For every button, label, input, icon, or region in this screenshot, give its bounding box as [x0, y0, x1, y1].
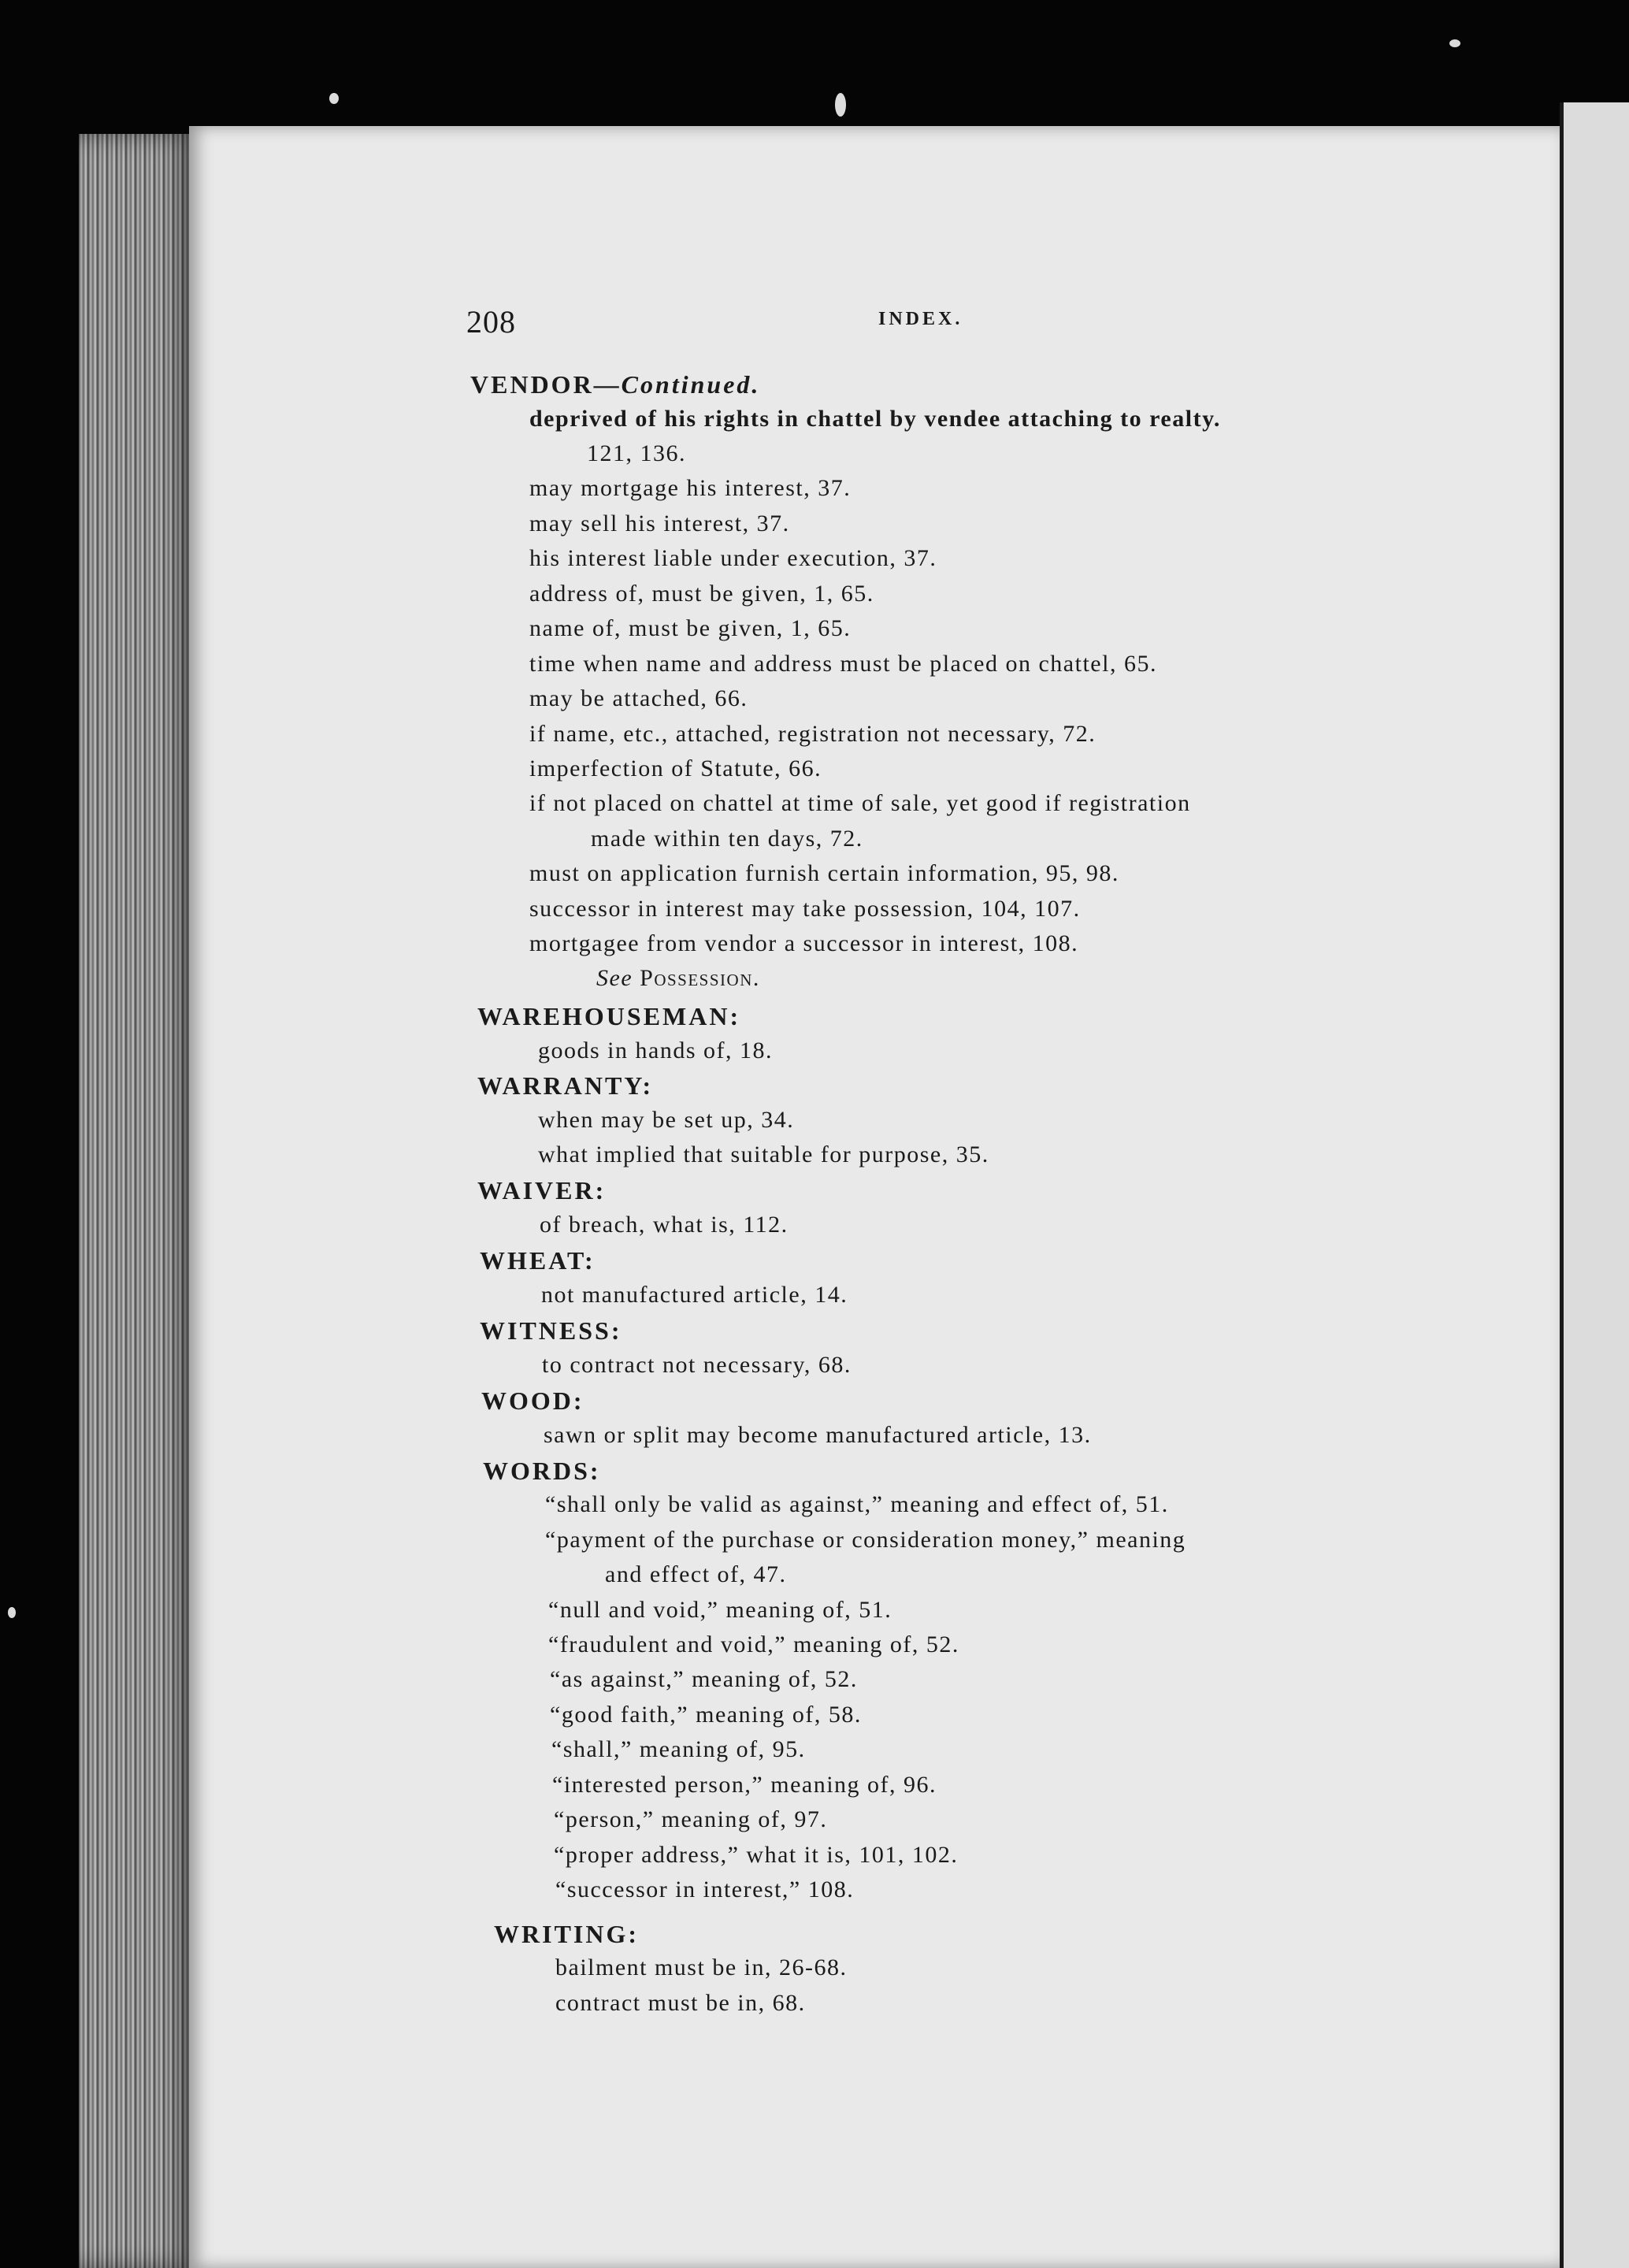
index-line: mortgagee from vendor a successor in interest, 108. [529, 930, 1079, 956]
index-line: deprived of his rights in chattel by vendee attaching to realty. [529, 406, 1221, 432]
page-sheet [189, 126, 1560, 2268]
index-line: “null and void,” meaning of, 51. [548, 1597, 892, 1623]
cross-reference [596, 965, 760, 992]
index-line: bailment must be in, 26-68. [555, 1954, 848, 1980]
index-line: and effect of, 47. [605, 1561, 787, 1587]
index-line: his interest liable under execution, 37. [529, 545, 937, 571]
index-line: “payment of the purchase or consideration money,” meaning [545, 1527, 1186, 1553]
scan-speck [835, 93, 846, 117]
index-line: time when name and address must be placed on chattel, 65. [529, 651, 1157, 677]
index-line: may sell his interest, 37. [529, 510, 790, 536]
index-line: if name, etc., attached, registration not necessary, 72. [529, 721, 1097, 747]
continued-label: Continued. [621, 370, 761, 399]
index-line: of breach, what is, 112. [540, 1212, 789, 1238]
index-line: not manufactured article, 14. [541, 1282, 848, 1308]
index-line: successor in interest may take possession, 104, 107. [529, 896, 1081, 922]
index-line: made within ten days, 72. [591, 826, 863, 852]
index-line: what implied that suitable for purpose, 35. [538, 1141, 989, 1167]
index-line: name of, must be given, 1, 65. [529, 615, 852, 641]
entry-heading: WARRANTY: [477, 1071, 654, 1100]
index-line: may mortgage his interest, 37. [529, 475, 852, 501]
heading-text: VENDOR— [470, 370, 622, 399]
scan-speck [329, 93, 339, 104]
index-line: “fraudulent and void,” meaning of, 52. [548, 1631, 959, 1657]
entry-heading: WAIVER: [477, 1176, 607, 1205]
index-line: when may be set up, 34. [538, 1107, 795, 1133]
facing-page-edge [1560, 102, 1629, 2268]
index-line: “interested person,” meaning of, 96. [552, 1772, 937, 1798]
scan-speck [8, 1607, 16, 1618]
scan-speck [1449, 39, 1460, 47]
index-line: “shall,” meaning of, 95. [551, 1736, 806, 1762]
index-line: imperfection of Statute, 66. [529, 755, 822, 781]
entry-heading: WAREHOUSEMAN: [477, 1002, 741, 1030]
index-line: “proper address,” what it is, 101, 102. [554, 1842, 959, 1868]
see-word: See [596, 965, 633, 991]
entry-heading: WORDS: [483, 1457, 601, 1485]
index-line: to contract not necessary, 68. [542, 1352, 852, 1378]
index-line: address of, must be given, 1, 65. [529, 581, 874, 607]
entry-heading: WRITING: [494, 1920, 640, 1948]
index-line: 121, 136. [587, 440, 686, 466]
index-line: “successor in interest,” 108. [555, 1876, 855, 1902]
entry-heading-vendor [470, 370, 760, 399]
entry-heading: WITNESS: [480, 1316, 622, 1345]
page-number: 208 [466, 304, 516, 340]
entry-heading: WHEAT: [480, 1246, 596, 1275]
index-line: sawn or split may become manufactured article, 13. [544, 1422, 1092, 1448]
index-line: “person,” meaning of, 97. [554, 1806, 828, 1832]
index-line: contract must be in, 68. [555, 1990, 806, 2016]
index-line: if not placed on chattel at time of sale, yet good if registration [529, 790, 1191, 816]
index-line: must on application furnish certain information, 95, 98. [529, 860, 1119, 886]
running-head: INDEX. [878, 309, 963, 329]
index-line: “as against,” meaning of, 52. [550, 1666, 858, 1692]
see-target: Possession. [640, 965, 760, 991]
book-page-edges [79, 134, 197, 2268]
entry-heading: WOOD: [481, 1386, 584, 1415]
index-line: “shall only be valid as against,” meaning and effect of, 51. [545, 1491, 1169, 1517]
index-line: “good faith,” meaning of, 58. [550, 1702, 862, 1728]
index-line: goods in hands of, 18. [538, 1037, 773, 1063]
index-line: may be attached, 66. [529, 685, 748, 711]
